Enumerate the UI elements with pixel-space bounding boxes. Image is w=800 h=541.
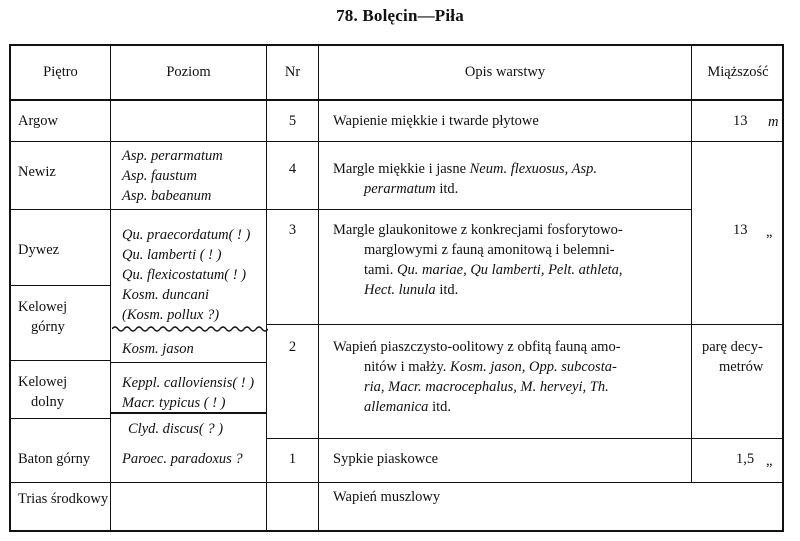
row-line-kel-gorny [9, 360, 110, 361]
poziom-dywez-1: Qu. praecordatum( ! ) [122, 227, 251, 243]
row-line-2-1 [266, 438, 784, 439]
nr-3: 3 [288, 222, 297, 238]
opis-5: Wapienie miękkie i twarde płytowe [333, 113, 539, 129]
opis-0: Wapień muszlowy [333, 489, 441, 505]
row-line-kel-dolny [9, 418, 110, 419]
nr-1: 1 [288, 451, 297, 467]
opis-4-line-2 [364, 179, 458, 199]
miazszosc-34-unit: „ [766, 224, 773, 240]
header-nr: Nr [284, 64, 301, 80]
opis-3-line-1: Margle glaukonitowe z konkrecjami fosforytowo- [333, 222, 623, 238]
header-miazszosc: Miąższość [707, 64, 769, 80]
col-divider-nr [318, 45, 319, 531]
pietro-kelowej-gorny-2: górny [31, 319, 65, 335]
opis-2-line-1: Wapień piaszczysto-oolitowy z obfitą fauną amo- [333, 339, 621, 355]
miazszosc-34-value: 13 [733, 222, 748, 238]
row-line-newiz [9, 209, 110, 210]
opis-2-line-3: ria, Macr. macrocephalus, M. herveyi, Th. [364, 379, 609, 395]
row-line-dywez [9, 285, 110, 286]
header-opis: Opis warstwy [464, 64, 546, 80]
miazszosc-2-line-1: parę decy- [702, 339, 763, 355]
poziom-kel-g-2: (Kosm. pollux ?) [122, 307, 220, 323]
nr-2: 2 [288, 339, 297, 355]
col-divider-opis [691, 45, 692, 482]
wavy-unconformity-line [112, 325, 268, 333]
opis-4-text-d: itd. [439, 181, 459, 197]
row-line-4-3 [266, 209, 691, 210]
row-line-jason [110, 362, 266, 363]
row-line-baton [9, 482, 784, 483]
nr-4: 4 [288, 161, 297, 177]
poziom-newiz-1: Asp. perarmatum [122, 148, 223, 164]
header-poziom: Poziom [166, 64, 211, 80]
col-divider-pietro [110, 45, 111, 531]
row-line-newiz-poziom [110, 209, 266, 210]
opis-2-text-4b: itd. [432, 399, 451, 415]
opis-2-text-2a: nitów i małży. [364, 359, 447, 375]
miazszosc-1-value: 1,5 [736, 451, 755, 467]
opis-3-line-2: marglowymi z fauną amonitową i belemni- [364, 242, 615, 258]
miazszosc-5-value: 13 [733, 113, 748, 129]
nr-5: 5 [288, 113, 297, 129]
opis-3-text-3b: Qu. mariae, Qu lamberti, Pelt. athleta, [397, 262, 623, 278]
opis-3-text-4a: Hect. lunula [364, 282, 436, 298]
header-pietro: Piętro [43, 64, 78, 80]
opis-3-text-4b: itd. [439, 282, 459, 298]
row-line-3-2 [266, 324, 784, 325]
pietro-newiz: Newiz [18, 164, 56, 180]
pietro-kelowej-dolny-1: Kelowej [18, 374, 68, 390]
pietro-dywez: Dywez [18, 242, 60, 258]
opis-2-line-4 [364, 397, 451, 417]
opis-3-line-4 [364, 280, 458, 300]
pietro-argow: Argow [18, 113, 59, 129]
opis-2-line-2 [364, 357, 617, 377]
opis-4-line-1 [333, 159, 597, 179]
miazszosc-2-line-2: metrów [719, 359, 764, 375]
poziom-kel-d-2: Macr. typicus ( ! ) [122, 395, 226, 411]
miazszosc-1-unit: „ [766, 453, 773, 469]
pietro-baton-gorny: Baton górny [18, 451, 91, 467]
opis-1: Sypkie piaskowce [333, 451, 439, 467]
opis-2-text-4a: allemanica [364, 399, 429, 415]
poziom-newiz-3: Asp. babeanum [122, 188, 212, 204]
opis-3-line-3 [364, 260, 623, 280]
opis-4-text-c: perarmatum [364, 181, 436, 197]
pietro-kelowej-gorny-1: Kelowej [18, 299, 68, 315]
row-line-argow [9, 141, 784, 142]
poziom-kel-g-1: Kosm. duncani [122, 287, 209, 303]
poziom-baton-2: Paroec. paradoxus ? [122, 451, 243, 467]
poziom-kel-g-3: Kosm. jason [122, 341, 194, 357]
pietro-trias: Trias środkowy [18, 491, 109, 507]
miazszosc-5-unit: m [768, 114, 779, 130]
header-bottom-line [9, 99, 784, 101]
poziom-baton-1: Clyd. discus( ? ) [128, 421, 224, 437]
poziom-dywez-2: Qu. lamberti ( ! ) [122, 247, 222, 263]
opis-3-text-3a: tami. [364, 262, 394, 278]
opis-4-text-a: Margle miękkie i jasne [333, 161, 467, 177]
pietro-kelowej-dolny-2: dolny [31, 394, 65, 410]
opis-2-text-2b: Kosm. jason, Opp. subcosta- [450, 359, 617, 375]
opis-4-text-b: Neum. flexuosus, Asp. [469, 161, 598, 177]
poziom-newiz-2: Asp. faustum [122, 168, 197, 184]
poziom-kel-d-1: Keppl. calloviensis( ! ) [122, 375, 255, 391]
table-title: 78. Bolęcin—Piła [336, 6, 464, 25]
poziom-dywez-3: Qu. flexicostatum( ! ) [122, 267, 247, 283]
